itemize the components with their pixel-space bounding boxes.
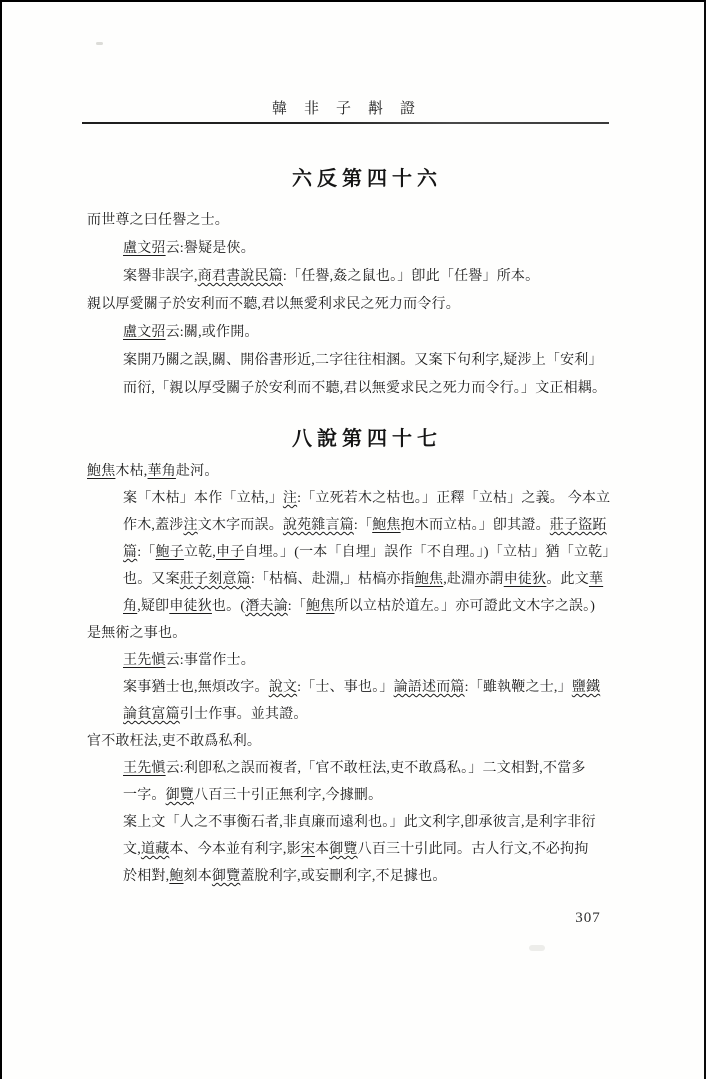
book-title-mark: 論語述而篇	[393, 680, 465, 695]
book-title-mark: 莊子刻意篇	[179, 572, 251, 587]
commentary-line	[87, 863, 647, 890]
person-name-mark: 鮑焦	[414, 572, 444, 587]
text-segment: :「士、事也。」	[297, 680, 394, 695]
header-rule	[82, 122, 609, 124]
book-title-mark: 注	[282, 491, 298, 506]
commentary-line	[87, 319, 647, 347]
lemma-line	[87, 458, 647, 485]
text-segment: 而世尊之曰任譽之士。	[87, 213, 229, 228]
text-segment: 抱木而立枯。」卽其證。	[400, 518, 550, 533]
text-segment: 。此文	[546, 572, 589, 587]
commentary-line	[87, 809, 647, 836]
text-segment: 刻本	[183, 869, 212, 884]
section-title-liufan: 六反第四十六	[292, 168, 442, 190]
section-body-bashuo	[87, 458, 647, 890]
commentary-line	[87, 263, 647, 291]
book-title-mark: 御覽	[329, 842, 358, 857]
text-segment: 云:利卽私之誤而複者,「官不敢枉法,吏不敢爲私。」二文相對,不當多	[165, 761, 586, 776]
text-segment: 官不敢枉法,吏不敢爲私利。	[87, 734, 262, 749]
commentary-line	[87, 674, 647, 701]
commentary-line	[87, 235, 647, 263]
commentary-line	[87, 755, 647, 782]
text-segment: 也。又案	[123, 572, 180, 587]
lemma-line	[87, 620, 647, 647]
commentary-line	[87, 485, 647, 512]
person-name-mark: 鮑焦	[306, 599, 335, 614]
text-segment: 文,	[123, 842, 141, 857]
person-name-mark: 申徒狄	[169, 599, 212, 614]
text-segment: :「	[137, 545, 156, 560]
lemma-line	[87, 207, 647, 235]
text-segment: 本	[315, 842, 330, 857]
book-title-mark: 鹽鐵	[571, 680, 601, 695]
text-segment: 也。(	[211, 599, 246, 614]
text-segment: :「	[353, 518, 373, 533]
text-segment: 作木,蓋涉	[123, 518, 184, 533]
text-segment: 案「木枯」本作「立枯,」	[123, 491, 283, 506]
text-segment: 赴河。	[175, 464, 219, 479]
text-segment: 案上文「人之不事衡石者,非貞廉而遠利也。」此文利字,卽承彼言,是利字非衍	[123, 815, 596, 830]
text-segment: 而衍,「親以厚受關子於安利而不聽,君以無愛求民之死力而令行。」文正相耦。	[123, 381, 607, 396]
commentary-line	[87, 836, 647, 863]
text-segment: 木枯,	[115, 464, 148, 479]
text-segment: :「立死若木之枯也。」正釋「立枯」之義。 今本立	[297, 491, 611, 506]
text-segment: 案譽非誤字,	[123, 269, 198, 284]
person-name-mark: 宋	[300, 842, 316, 857]
text-segment: :「	[287, 599, 307, 614]
text-segment: 案開乃關之誤,關、開俗書形近,二字往往相溷。又案下句利字,疑涉上「安利」	[123, 353, 603, 368]
text-segment: ,赴淵亦謂	[443, 572, 504, 587]
person-name-mark: 盧文弨	[123, 241, 166, 256]
text-segment: 云:事當作士。	[165, 653, 255, 668]
book-title-mark: 說苑雜言篇	[282, 518, 354, 533]
text-segment: 案事猶士也,無煩改字。	[123, 680, 269, 695]
book-title-mark: 論貧富篇	[123, 707, 180, 722]
person-name-mark: 王先愼	[123, 653, 166, 668]
commentary-line	[87, 593, 647, 620]
commentary-line	[87, 647, 647, 674]
text-segment: 是無術之事也。	[87, 626, 187, 641]
text-segment: 本、今本並有利字,影	[169, 842, 301, 857]
page-number: 307	[575, 910, 601, 926]
commentary-line	[87, 539, 647, 566]
person-name-mark: 華	[588, 572, 604, 587]
text-segment: :「任譽,姦之鼠也。」卽此「任譽」所本。	[282, 269, 540, 284]
book-title-mark: 莊子盜跖	[549, 518, 607, 533]
text-segment: 八百三十引正無利字,今據刪。	[194, 788, 383, 803]
text-segment: 文木字而誤。	[197, 518, 283, 533]
text-segment: 八百三十引此同。古人行文,不必拘拘	[357, 842, 589, 857]
text-segment: :「枯槁、赴淵,」枯槁亦指	[250, 572, 415, 587]
running-head: 韓非子斠證	[271, 101, 432, 117]
text-segment: 云:譽疑是俠。	[165, 241, 255, 256]
commentary-line	[87, 375, 647, 403]
person-name-mark: 華角	[147, 464, 176, 479]
book-title-mark: 潛夫論	[245, 599, 288, 614]
person-name-mark: 盧文弨	[123, 325, 166, 340]
commentary-line	[87, 566, 647, 593]
person-name-mark: 鮑	[169, 869, 184, 884]
book-title-mark: 御覽	[211, 869, 241, 884]
book-title-mark: 注	[183, 518, 198, 533]
lemma-line	[87, 291, 647, 319]
person-name-mark: 鮑焦	[372, 518, 401, 533]
lemma-line	[87, 728, 647, 755]
text-segment: 引士作事。並其證。	[179, 707, 308, 722]
text-segment: :「雖執鞭之士,」	[464, 680, 572, 695]
book-title-mark: 御覽	[165, 788, 195, 803]
person-name-mark: 鮑子	[155, 545, 184, 560]
commentary-line	[87, 347, 647, 375]
commentary-line	[87, 512, 647, 539]
commentary-line	[87, 782, 647, 809]
book-title-mark: 商君書說民篇	[197, 269, 283, 284]
text-segment: 云:關,或作開。	[165, 325, 259, 340]
person-name-mark: 鮑焦	[87, 464, 116, 479]
person-name-mark: 申子	[216, 545, 245, 560]
text-segment: 自埋。」(一本「自埋」誤作「不自理。」)「立枯」猶「立乾」	[244, 545, 617, 560]
text-segment: 蓋脫利字,或妄刪利字,不足據也。	[240, 869, 447, 884]
text-segment: 於相對,	[123, 869, 170, 884]
text-segment: 一字。	[123, 788, 166, 803]
person-name-mark: 申徒狄	[503, 572, 547, 587]
text-segment: 所以立枯於道左。」亦可證此文木字之誤。)	[334, 599, 596, 614]
scan-speck	[96, 42, 103, 45]
text-segment: 立乾,	[183, 545, 217, 560]
commentary-line	[87, 701, 647, 728]
person-name-mark: 角	[123, 599, 138, 614]
scan-speck	[529, 945, 545, 951]
person-name-mark: 王先愼	[123, 761, 166, 776]
book-title-mark: 篇	[123, 545, 138, 560]
section-body-liufan	[87, 207, 647, 403]
section-title-bashuo: 八說第四十七	[292, 428, 442, 450]
text-segment: ,疑卽	[137, 599, 170, 614]
book-title-mark: 道藏	[140, 842, 170, 857]
book-title-mark: 說文	[268, 680, 298, 695]
text-segment: 親以厚愛關子於安利而不聽,君以無愛利求民之死力而令行。	[87, 297, 460, 312]
